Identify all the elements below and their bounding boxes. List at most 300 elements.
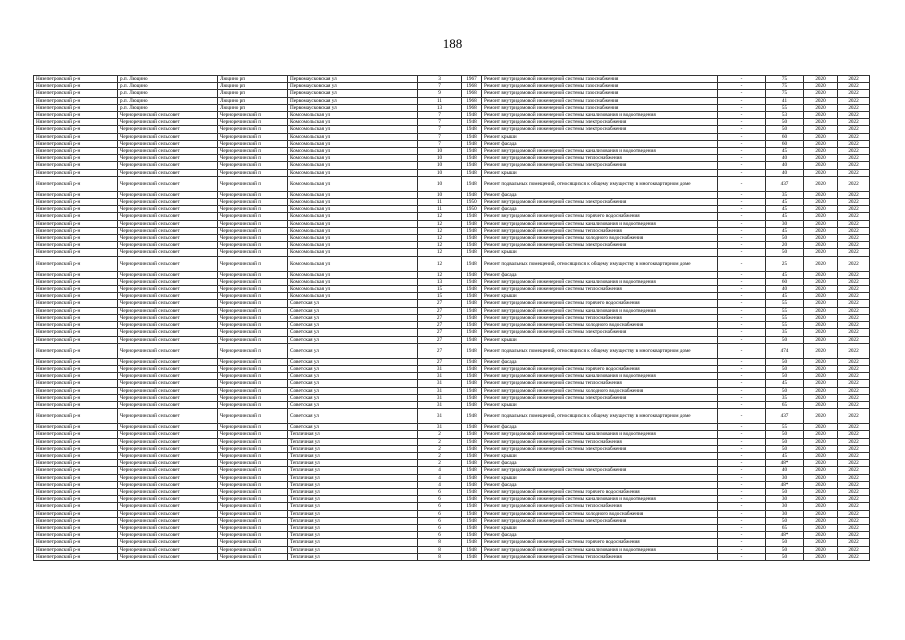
cell-district: Нязепетровский р-н xyxy=(34,394,118,401)
cell-end-year: 2022 xyxy=(838,256,870,271)
cell-cost: 55 xyxy=(766,314,804,321)
cell-start-year: 2020 xyxy=(804,206,838,213)
cell-end-year: 2022 xyxy=(838,227,870,234)
cell-work-type: Ремонт внутридомовой инженерной системы горячего водоснабжения xyxy=(482,213,718,220)
cell-street: Комсомольская ул xyxy=(288,191,418,198)
table-row xyxy=(34,300,870,307)
cell-municipality: Черноречинский сельсовет xyxy=(118,242,218,249)
table-row xyxy=(34,249,870,256)
cell-start-year: 2020 xyxy=(804,140,838,147)
cell-locality: Черноречинский п xyxy=(218,329,288,336)
cell-dash: - xyxy=(718,220,766,227)
cell-work-type: Ремонт крыши xyxy=(482,524,718,531)
table-row xyxy=(34,112,870,119)
cell-dash: - xyxy=(718,524,766,531)
cell-start-year: 2020 xyxy=(804,293,838,300)
cell-start-year: 2020 xyxy=(804,539,838,546)
cell-district: Нязепетровский р-н xyxy=(34,546,118,553)
cell-end-year: 2022 xyxy=(838,467,870,474)
cell-end-year: 2022 xyxy=(838,133,870,140)
cell-street: Советская ул xyxy=(288,373,418,380)
cell-street: Комсомольская ул xyxy=(288,249,418,256)
cell-year-built: 1948 xyxy=(462,546,482,553)
cell-municipality: Черноречинский сельсовет xyxy=(118,358,218,365)
cell-work-type: Ремонт внутридомовой инженерной системы электроснабжения xyxy=(482,517,718,524)
table-row xyxy=(34,510,870,517)
cell-house-number: 6 xyxy=(418,503,462,510)
cell-year-built: 1948 xyxy=(462,133,482,140)
cell-cost: 50 xyxy=(766,249,804,256)
cell-work-type: Ремонт крыши xyxy=(482,133,718,140)
table-row xyxy=(34,140,870,147)
cell-dash: - xyxy=(718,438,766,445)
cell-dash: - xyxy=(718,322,766,329)
cell-start-year: 2020 xyxy=(804,467,838,474)
cell-house-number: 6 xyxy=(418,488,462,495)
cell-dash: - xyxy=(718,235,766,242)
cell-house-number: 10 xyxy=(418,148,462,155)
cell-street: Комсомольская ул xyxy=(288,235,418,242)
cell-street: Тепличная ул xyxy=(288,481,418,488)
table-row xyxy=(34,271,870,278)
cell-locality: Черноречинский п xyxy=(218,553,288,560)
cell-locality: Черноречинский п xyxy=(218,373,288,380)
table-row xyxy=(34,235,870,242)
cell-municipality: Черноречинский сельсовет xyxy=(118,517,218,524)
cell-start-year: 2020 xyxy=(804,365,838,372)
cell-year-built: 1948 xyxy=(462,314,482,321)
cell-work-type: Ремонт внутридомовой инженерной системы газоснабжения xyxy=(482,83,718,90)
cell-district: Нязепетровский р-н xyxy=(34,97,118,104)
cell-dash: - xyxy=(718,343,766,358)
cell-dash: - xyxy=(718,365,766,372)
cell-work-type: Ремонт внутридомовой инженерной системы газоснабжения xyxy=(482,104,718,111)
cell-end-year: 2022 xyxy=(838,112,870,119)
table-row xyxy=(34,474,870,481)
cell-start-year: 2020 xyxy=(804,227,838,234)
cell-municipality: Черноречинский сельсовет xyxy=(118,155,218,162)
cell-end-year: 2022 xyxy=(838,242,870,249)
table-row xyxy=(34,336,870,343)
cell-start-year: 2020 xyxy=(804,90,838,97)
cell-district: Нязепетровский р-н xyxy=(34,249,118,256)
cell-house-number: 2 xyxy=(418,431,462,438)
cell-municipality: Черноречинский сельсовет xyxy=(118,293,218,300)
cell-work-type: Ремонт подвальных помещений, относящихся к общему имуществу в многоквартирном доме xyxy=(482,256,718,271)
cell-end-year: 2022 xyxy=(838,438,870,445)
cell-cost: 30 xyxy=(766,503,804,510)
cell-dash: - xyxy=(718,76,766,83)
cell-district: Нязепетровский р-н xyxy=(34,314,118,321)
cell-house-number: 12 xyxy=(418,242,462,249)
cell-street: Советская ул xyxy=(288,401,418,408)
cell-dash: - xyxy=(718,409,766,424)
cell-house-number: 31 xyxy=(418,387,462,394)
cell-street: Тепличная ул xyxy=(288,496,418,503)
cell-start-year: 2020 xyxy=(804,524,838,531)
cell-locality: Люцино рп xyxy=(218,76,288,83)
table-row xyxy=(34,546,870,553)
cell-district: Нязепетровский р-н xyxy=(34,90,118,97)
cell-end-year: 2022 xyxy=(838,394,870,401)
cell-street: Тепличная ул xyxy=(288,460,418,467)
cell-dash: - xyxy=(718,467,766,474)
cell-municipality: Черноречинский сельсовет xyxy=(118,119,218,126)
cell-work-type: Ремонт внутридомовой инженерной системы канализования и водоотведения xyxy=(482,278,718,285)
cell-municipality: Черноречинский сельсовет xyxy=(118,336,218,343)
cell-year-built: 1948 xyxy=(462,336,482,343)
cell-locality: Черноречинский п xyxy=(218,343,288,358)
cell-start-year: 2020 xyxy=(804,242,838,249)
cell-street: Тепличная ул xyxy=(288,488,418,495)
cell-start-year: 2020 xyxy=(804,133,838,140)
cell-district: Нязепетровский р-н xyxy=(34,467,118,474)
cell-work-type: Ремонт внутридомовой инженерной системы электроснабжения xyxy=(482,242,718,249)
cell-end-year: 2022 xyxy=(838,249,870,256)
cell-work-type: Ремонт внутридомовой инженерной системы холодного водоснабжения xyxy=(482,510,718,517)
cell-cost: 30 xyxy=(766,510,804,517)
table-row xyxy=(34,155,870,162)
cell-dash: - xyxy=(718,300,766,307)
cell-cost: 35 xyxy=(766,329,804,336)
cell-street: Тепличная ул xyxy=(288,438,418,445)
cell-cost: 50 xyxy=(766,517,804,524)
cell-start-year: 2020 xyxy=(804,481,838,488)
table-row xyxy=(34,90,870,97)
table-row xyxy=(34,227,870,234)
cell-district: Нязепетровский р-н xyxy=(34,380,118,387)
cell-end-year: 2022 xyxy=(838,206,870,213)
cell-end-year: 2022 xyxy=(838,126,870,133)
cell-dash: - xyxy=(718,517,766,524)
cell-end-year: 2022 xyxy=(838,286,870,293)
cell-cost: 45 xyxy=(766,227,804,234)
cell-dash: - xyxy=(718,256,766,271)
cell-year-built: 1967 xyxy=(462,76,482,83)
cell-end-year: 2022 xyxy=(838,424,870,431)
cell-work-type: Ремонт фасада xyxy=(482,140,718,147)
cell-cost: 75 xyxy=(766,76,804,83)
cell-district: Нязепетровский р-н xyxy=(34,140,118,147)
cell-start-year: 2020 xyxy=(804,329,838,336)
cell-cost: 30 xyxy=(766,220,804,227)
cell-house-number: 12 xyxy=(418,227,462,234)
cell-street: Комсомольская ул xyxy=(288,199,418,206)
cell-work-type: Ремонт внутридомовой инженерной системы теплоснабжения xyxy=(482,227,718,234)
cell-municipality: Черноречинский сельсовет xyxy=(118,438,218,445)
cell-house-number: 11 xyxy=(418,206,462,213)
cell-cost: 50 xyxy=(766,488,804,495)
cell-end-year: 2022 xyxy=(838,191,870,198)
cell-dash: - xyxy=(718,539,766,546)
cell-work-type: Ремонт фасада xyxy=(482,191,718,198)
cell-district: Нязепетровский р-н xyxy=(34,488,118,495)
cell-locality: Черноречинский п xyxy=(218,380,288,387)
cell-street: Советская ул xyxy=(288,387,418,394)
cell-locality: Черноречинский п xyxy=(218,539,288,546)
cell-year-built: 1948 xyxy=(462,481,482,488)
cell-dash: - xyxy=(718,90,766,97)
cell-district: Нязепетровский р-н xyxy=(34,438,118,445)
cell-district: Нязепетровский р-н xyxy=(34,452,118,459)
cell-cost: 41 xyxy=(766,97,804,104)
cell-municipality: Черноречинский сельсовет xyxy=(118,510,218,517)
cell-cost: 75 xyxy=(766,90,804,97)
cell-end-year: 2022 xyxy=(838,431,870,438)
cell-district: Нязепетровский р-н xyxy=(34,322,118,329)
cell-year-built: 1948 xyxy=(462,431,482,438)
cell-street: Советская ул xyxy=(288,322,418,329)
table-row xyxy=(34,256,870,271)
cell-work-type: Ремонт внутридомовой инженерной системы канализования и водоотведения xyxy=(482,546,718,553)
cell-start-year: 2020 xyxy=(804,358,838,365)
cell-municipality: Черноречинский сельсовет xyxy=(118,481,218,488)
cell-district: Нязепетровский р-н xyxy=(34,373,118,380)
cell-street: Первомаусковская ул xyxy=(288,90,418,97)
cell-work-type: Ремонт внутридомовой инженерной системы холодного водоснабжения xyxy=(482,322,718,329)
cell-end-year: 2022 xyxy=(838,481,870,488)
cell-cost: 60 xyxy=(766,278,804,285)
cell-street: Комсомольская ул xyxy=(288,220,418,227)
cell-house-number: 31 xyxy=(418,394,462,401)
cell-work-type: Ремонт внутридомовой инженерной системы газоснабжения xyxy=(482,76,718,83)
table-row xyxy=(34,409,870,424)
cell-cost: 437 xyxy=(766,409,804,424)
cell-start-year: 2020 xyxy=(804,112,838,119)
cell-house-number: 2 xyxy=(418,460,462,467)
cell-cost: 55 xyxy=(766,322,804,329)
cell-work-type: Ремонт крыши xyxy=(482,169,718,176)
cell-cost: 50 xyxy=(766,365,804,372)
cell-dash: - xyxy=(718,206,766,213)
cell-municipality: Черноречинский сельсовет xyxy=(118,322,218,329)
cell-municipality: Черноречинский сельсовет xyxy=(118,112,218,119)
cell-house-number: 27 xyxy=(418,329,462,336)
cell-start-year: 2020 xyxy=(804,438,838,445)
cell-locality: Черноречинский п xyxy=(218,503,288,510)
cell-end-year: 2022 xyxy=(838,140,870,147)
cell-district: Нязепетровский р-н xyxy=(34,409,118,424)
cell-start-year: 2020 xyxy=(804,176,838,191)
cell-start-year: 2020 xyxy=(804,126,838,133)
cell-house-number: 7 xyxy=(418,83,462,90)
cell-locality: Черноречинский п xyxy=(218,474,288,481)
cell-locality: Черноречинский п xyxy=(218,496,288,503)
cell-street: Первомаусковская ул xyxy=(288,97,418,104)
cell-year-built: 1948 xyxy=(462,213,482,220)
cell-start-year: 2020 xyxy=(804,278,838,285)
cell-municipality: Черноречинский сельсовет xyxy=(118,148,218,155)
cell-district: Нязепетровский р-н xyxy=(34,104,118,111)
cell-locality: Черноречинский п xyxy=(218,155,288,162)
cell-locality: Черноречинский п xyxy=(218,517,288,524)
cell-cost: 75 xyxy=(766,83,804,90)
cell-district: Нязепетровский р-н xyxy=(34,460,118,467)
cell-year-built: 1948 xyxy=(462,452,482,459)
cell-municipality: Черноречинский сельсовет xyxy=(118,409,218,424)
cell-cost: 53 xyxy=(766,112,804,119)
cell-district: Нязепетровский р-н xyxy=(34,524,118,531)
table-row xyxy=(34,394,870,401)
table-row xyxy=(34,213,870,220)
cell-street: Тепличная ул xyxy=(288,445,418,452)
cell-district: Нязепетровский р-н xyxy=(34,496,118,503)
cell-locality: Черноречинский п xyxy=(218,242,288,249)
cell-cost: 50 xyxy=(766,438,804,445)
cell-municipality: Черноречинский сельсовет xyxy=(118,431,218,438)
cell-year-built: 1968 xyxy=(462,83,482,90)
cell-work-type: Ремонт внутридомовой инженерной системы теплоснабжения xyxy=(482,553,718,560)
cell-start-year: 2020 xyxy=(804,460,838,467)
cell-dash: - xyxy=(718,445,766,452)
cell-district: Нязепетровский р-н xyxy=(34,510,118,517)
cell-year-built: 1948 xyxy=(462,474,482,481)
cell-end-year: 2022 xyxy=(838,452,870,459)
cell-municipality: Черноречинский сельсовет xyxy=(118,380,218,387)
cell-house-number: 27 xyxy=(418,314,462,321)
cell-municipality: р.п. Люцино xyxy=(118,76,218,83)
cell-street: Тепличная ул xyxy=(288,553,418,560)
cell-district: Нязепетровский р-н xyxy=(34,286,118,293)
cell-dash: - xyxy=(718,155,766,162)
cell-locality: Черноречинский п xyxy=(218,322,288,329)
cell-street: Комсомольская ул xyxy=(288,206,418,213)
cell-year-built: 1948 xyxy=(462,286,482,293)
table-row xyxy=(34,481,870,488)
cell-municipality: Черноречинский сельсовет xyxy=(118,532,218,539)
cell-work-type: Ремонт внутридомовой инженерной системы канализования и водоотведения xyxy=(482,112,718,119)
cell-work-type: Ремонт внутридомовой инженерной системы горячего водоснабжения xyxy=(482,300,718,307)
cell-year-built: 1948 xyxy=(462,438,482,445)
cell-cost: 65 xyxy=(766,401,804,408)
cell-locality: Люцино рп xyxy=(218,97,288,104)
cell-cost: 50 xyxy=(766,119,804,126)
cell-work-type: Ремонт внутридомовой инженерной системы электроснабжения xyxy=(482,445,718,452)
cell-dash: - xyxy=(718,503,766,510)
cell-work-type: Ремонт фасада xyxy=(482,460,718,467)
cell-year-built: 1948 xyxy=(462,176,482,191)
cell-municipality: Черноречинский сельсовет xyxy=(118,213,218,220)
cell-house-number: 13 xyxy=(418,278,462,285)
table-row xyxy=(34,488,870,495)
cell-house-number: 15 xyxy=(418,286,462,293)
cell-locality: Черноречинский п xyxy=(218,286,288,293)
cell-start-year: 2020 xyxy=(804,307,838,314)
cell-dash: - xyxy=(718,401,766,408)
cell-work-type: Ремонт внутридомовой инженерной системы теплоснабжения xyxy=(482,314,718,321)
table-row xyxy=(34,496,870,503)
cell-street: Комсомольская ул xyxy=(288,176,418,191)
cell-street: Комсомольская ул xyxy=(288,148,418,155)
cell-cost: 40 xyxy=(766,467,804,474)
cell-municipality: Черноречинский сельсовет xyxy=(118,191,218,198)
cell-municipality: Черноречинский сельсовет xyxy=(118,220,218,227)
cell-house-number: 6 xyxy=(418,517,462,524)
cell-start-year: 2020 xyxy=(804,300,838,307)
cell-municipality: Черноречинский сельсовет xyxy=(118,307,218,314)
cell-work-type: Ремонт внутридомовой инженерной системы электроснабжения xyxy=(482,394,718,401)
cell-district: Нязепетровский р-н xyxy=(34,220,118,227)
cell-street: Советская ул xyxy=(288,409,418,424)
cell-dash: - xyxy=(718,314,766,321)
cell-cost: 48* xyxy=(766,460,804,467)
cell-street: Первомаусковская ул xyxy=(288,76,418,83)
cell-dash: - xyxy=(718,278,766,285)
cell-work-type: Ремонт внутридомовой инженерной системы теплоснабжения xyxy=(482,438,718,445)
cell-work-type: Ремонт внутридомовой инженерной системы электроснабжения xyxy=(482,467,718,474)
cell-municipality: Черноречинский сельсовет xyxy=(118,206,218,213)
cell-year-built: 1950 xyxy=(462,199,482,206)
cell-locality: Черноречинский п xyxy=(218,249,288,256)
cell-start-year: 2020 xyxy=(804,119,838,126)
cell-municipality: Черноречинский сельсовет xyxy=(118,278,218,285)
cell-end-year: 2022 xyxy=(838,445,870,452)
cell-district: Нязепетровский р-н xyxy=(34,133,118,140)
cell-work-type: Ремонт внутридомовой инженерной системы электроснабжения xyxy=(482,126,718,133)
cell-house-number: 3 xyxy=(418,76,462,83)
cell-dash: - xyxy=(718,424,766,431)
cell-house-number: 10 xyxy=(418,191,462,198)
cell-municipality: Черноречинский сельсовет xyxy=(118,133,218,140)
cell-end-year: 2022 xyxy=(838,409,870,424)
cell-locality: Черноречинский п xyxy=(218,213,288,220)
cell-end-year: 2022 xyxy=(838,546,870,553)
cell-year-built: 1948 xyxy=(462,155,482,162)
cell-dash: - xyxy=(718,83,766,90)
table-row xyxy=(34,83,870,90)
cell-house-number: 27 xyxy=(418,358,462,365)
cell-cost: 50 xyxy=(766,546,804,553)
cell-start-year: 2020 xyxy=(804,336,838,343)
cell-house-number: 6 xyxy=(418,510,462,517)
cell-start-year: 2020 xyxy=(804,380,838,387)
cell-locality: Черноречинский п xyxy=(218,452,288,459)
cell-municipality: Черноречинский сельсовет xyxy=(118,452,218,459)
cell-municipality: р.п. Люцино xyxy=(118,83,218,90)
cell-house-number: 31 xyxy=(418,373,462,380)
table-row xyxy=(34,104,870,111)
table-row xyxy=(34,365,870,372)
cell-start-year: 2020 xyxy=(804,314,838,321)
cell-district: Нязепетровский р-н xyxy=(34,401,118,408)
table-row xyxy=(34,307,870,314)
cell-district: Нязепетровский р-н xyxy=(34,213,118,220)
table-row xyxy=(34,424,870,431)
cell-district: Нязепетровский р-н xyxy=(34,271,118,278)
cell-house-number: 6 xyxy=(418,496,462,503)
cell-street: Комсомольская ул xyxy=(288,278,418,285)
cell-house-number: 10 xyxy=(418,169,462,176)
cell-cost: 48* xyxy=(766,532,804,539)
cell-street: Комсомольская ул xyxy=(288,213,418,220)
cell-dash: - xyxy=(718,394,766,401)
cell-end-year: 2022 xyxy=(838,539,870,546)
cell-street: Советская ул xyxy=(288,329,418,336)
cell-locality: Черноречинский п xyxy=(218,133,288,140)
table-row xyxy=(34,467,870,474)
cell-locality: Черноречинский п xyxy=(218,278,288,285)
cell-start-year: 2020 xyxy=(804,155,838,162)
cell-year-built: 1948 xyxy=(462,380,482,387)
cell-district: Нязепетровский р-н xyxy=(34,76,118,83)
cell-street: Советская ул xyxy=(288,358,418,365)
cell-end-year: 2022 xyxy=(838,314,870,321)
cell-work-type: Ремонт крыши xyxy=(482,293,718,300)
cell-cost: 50 xyxy=(766,126,804,133)
cell-year-built: 1948 xyxy=(462,467,482,474)
cell-cost: 50 xyxy=(766,539,804,546)
cell-work-type: Ремонт внутридомовой инженерной системы теплоснабжения xyxy=(482,286,718,293)
